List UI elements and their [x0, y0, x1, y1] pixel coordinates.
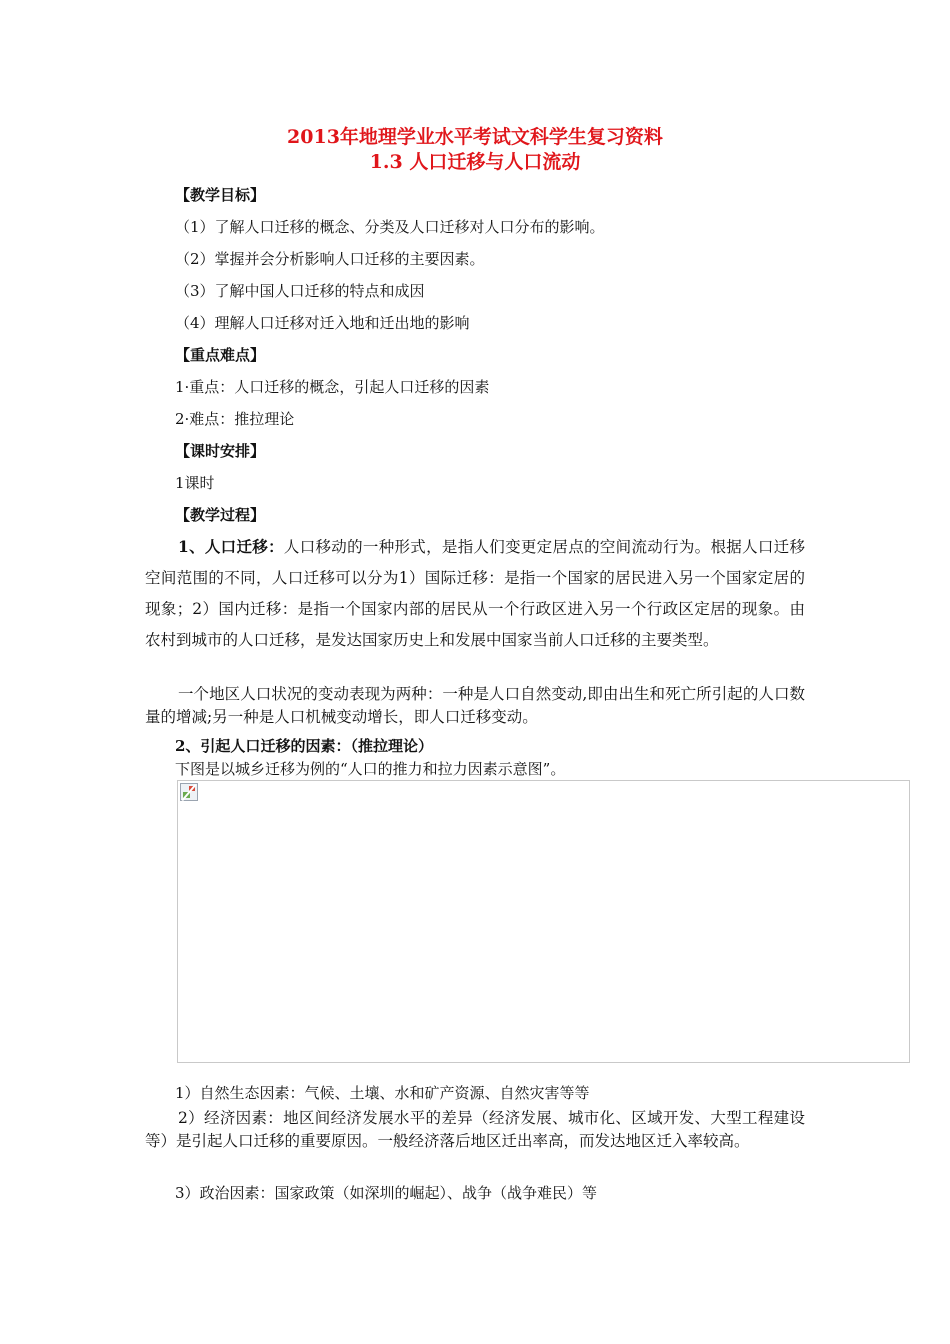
migration-definition-paragraph: [145, 531, 805, 656]
lesson-title: 1.3 人口迁移与人口流动: [369, 151, 581, 173]
factor-economic: 2）经济因素：地区间经济发展水平的差异（经济发展、城市化、区域开发、大型工程建设等）是引起人口迁移的重要原因。一般经济落后地区迁出率高，而发达地区迁入率较高。: [145, 1109, 805, 1150]
document-title: 2013年地理学业水平考试文科学生复习资料: [287, 126, 663, 148]
factor-political: 3）政治因素：国家政策（如深圳的崛起）、战争（战争难民）等: [175, 1184, 598, 1202]
figure-caption: 下图是以城乡迁移为例的“人口的推力和拉力因素示意图”。: [175, 760, 566, 778]
schedule-heading: 【课时安排】: [175, 442, 266, 460]
key-point-item: 2·难点：推拉理论: [175, 410, 295, 428]
goals-heading: 【教学目标】: [175, 186, 266, 204]
factors-heading: 2、引起人口迁移的因素：（推拉理论）: [175, 737, 433, 755]
population-change-paragraph: 一个地区人口状况的变动表现为两种：一种是人口自然变动,即由出生和死亡所引起的人口数量的增减;另一种是人口机械变动增长，即人口迁移变动。: [145, 685, 805, 726]
goal-item: （1）了解人口迁移的概念、分类及人口迁移对人口分布的影响。: [175, 218, 605, 236]
migration-definition-lead: 1、人口迁移：: [178, 537, 284, 556]
schedule-text: 1课时: [175, 474, 215, 492]
migration-definition-text: 人口移动的一种形式，是指人们变更定居点的空间流动行为。根据人口迁移空间范围的不同，人口迁移可以分为1）国际迁移：是指一个国家的居民进入另一个国家定居的现象；2）国内迁移：是指一个国家内部的居民从一个行政区进入另一个行政区定居的现象。由农村到城市的人口迁移，是发达国家历史上和发展中国家当前人口迁移的主要类型。: [145, 538, 805, 649]
push-pull-figure-placeholder: [177, 780, 910, 1063]
key-points-heading: 【重点难点】: [175, 346, 266, 364]
goal-item: （2）掌握并会分析影响人口迁移的主要因素。: [175, 250, 485, 268]
key-point-item: 1·重点：人口迁移的概念，引起人口迁移的因素: [175, 378, 490, 396]
broken-image-icon: [180, 783, 198, 801]
goal-item: （4）理解人口迁移对迁入地和迁出地的影响: [175, 314, 470, 332]
goal-item: （3）了解中国人口迁移的特点和成因: [175, 282, 425, 300]
factor-natural: 1）自然生态因素：气候、土壤、水和矿产资源、自然灾害等等: [175, 1084, 590, 1102]
process-heading: 【教学过程】: [175, 506, 266, 524]
